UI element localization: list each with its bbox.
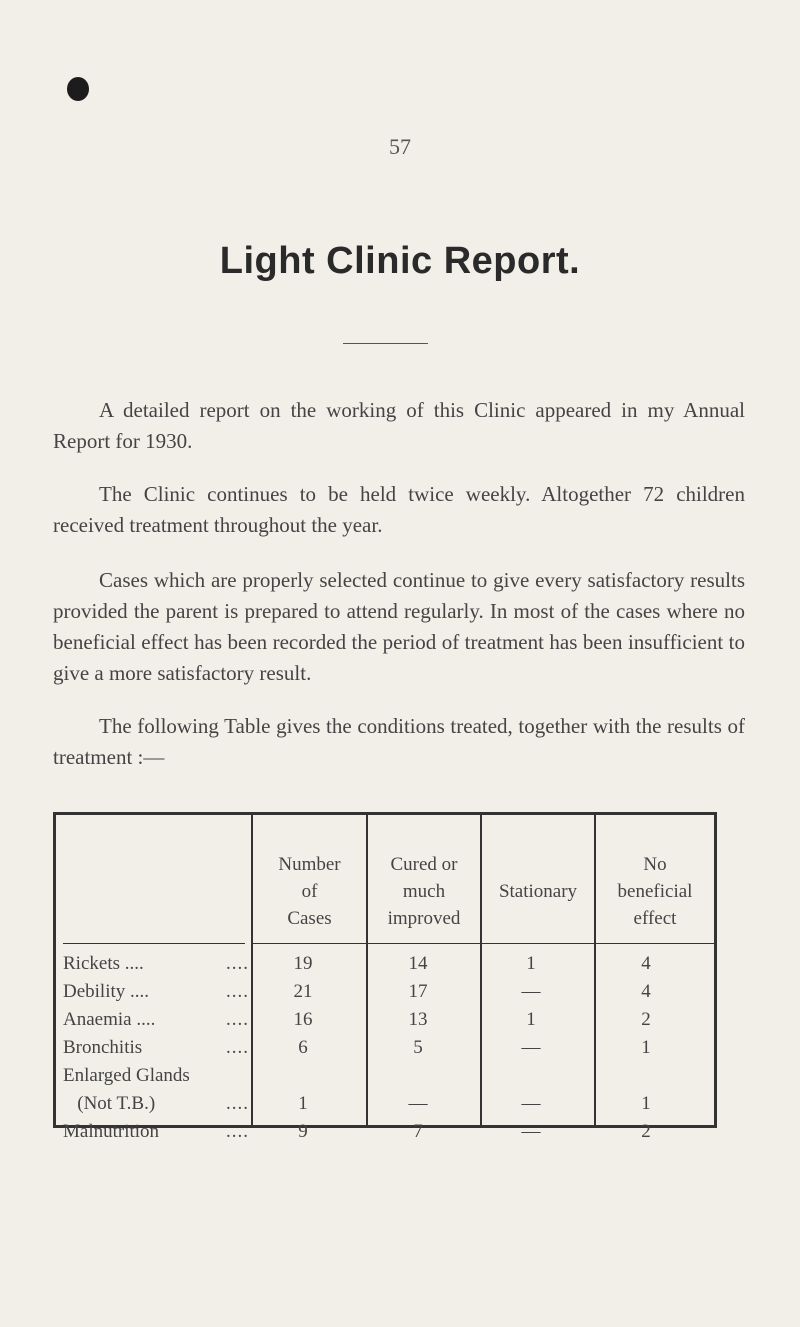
ink-blot <box>67 77 89 101</box>
cell-value: — <box>521 1093 541 1114</box>
leader-dots: .... <box>226 1009 249 1030</box>
paragraph: A detailed report on the working of this Clinic appeared in my Annual Report for 1930. <box>53 398 745 453</box>
cell-value: — <box>521 981 541 1002</box>
table-header-rule <box>253 943 714 944</box>
cell-value: — <box>521 1121 541 1142</box>
condition-label: Rickets .... <box>63 953 144 974</box>
cell-value: 1 <box>298 1093 308 1114</box>
cell-value: 4 <box>641 953 651 974</box>
table-row <box>56 1121 714 1145</box>
cell-value: 14 <box>408 953 428 974</box>
condition-label: Enlarged Glands <box>63 1065 190 1086</box>
table-row <box>56 1037 714 1061</box>
report-body <box>53 395 745 795</box>
cell-value: 1 <box>526 1009 536 1030</box>
cell-value: 7 <box>413 1121 423 1142</box>
title-divider <box>343 343 428 344</box>
paragraph: Cases which are properly selected continue to give every satisfactory results provided the parent is prepared to attend regularly. In most of the cases where no beneficial effect has been recorded the period of treatment has been insufficient to give a more satisfactory result. <box>53 568 745 685</box>
column-header-number-of-cases: Number of Cases <box>278 854 341 929</box>
cell-value: 2 <box>641 1009 651 1030</box>
cell-value: 13 <box>408 1009 428 1030</box>
leader-dots: .... <box>226 1037 249 1058</box>
cell-value: 1 <box>526 953 536 974</box>
table-row <box>56 953 714 977</box>
table-header-rule <box>63 943 245 944</box>
cell-value: 9 <box>298 1121 308 1142</box>
cell-value: 17 <box>408 981 428 1002</box>
column-header-cured: Cured or much improved <box>387 854 461 929</box>
table-row <box>56 1093 714 1117</box>
leader-dots: .... <box>226 981 249 1002</box>
cell-value: 1 <box>641 1037 651 1058</box>
cell-value: 5 <box>413 1037 423 1058</box>
leader-dots: .... <box>226 953 249 974</box>
cell-value: 4 <box>641 981 651 1002</box>
condition-label: Bronchitis <box>63 1037 143 1058</box>
paragraph: The Clinic continues to be held twice weekly. Altogether 72 children received treatment throughout the year. <box>53 482 745 537</box>
paragraph: The following Table gives the conditions treated, together with the results of treatment :— <box>53 714 745 769</box>
condition-label: (Not T.B.) <box>63 1093 156 1114</box>
cell-value: 19 <box>293 953 313 974</box>
cell-value: 1 <box>641 1093 651 1114</box>
leader-dots: .... <box>226 1093 249 1114</box>
table-row <box>56 981 714 1005</box>
page-title: Light Clinic Report. <box>219 240 581 282</box>
table-frame <box>53 812 717 1142</box>
page-number: 57 <box>389 134 411 159</box>
condition-label: Anaemia .... <box>63 1009 156 1030</box>
cell-value: 6 <box>298 1037 308 1058</box>
table-row <box>56 1065 714 1089</box>
cell-value: — <box>408 1093 428 1114</box>
cell-value: 21 <box>293 981 313 1002</box>
leader-dots: .... <box>226 1121 249 1142</box>
cell-value: — <box>521 1037 541 1058</box>
condition-label: Debility .... <box>63 981 150 1002</box>
cell-value: 2 <box>641 1121 651 1142</box>
column-header-stationary: Stationary <box>498 881 578 902</box>
cell-value: 16 <box>293 1009 313 1030</box>
table-row <box>56 1009 714 1033</box>
column-header-no-beneficial-effect: No beneficial effect <box>617 854 693 929</box>
condition-label: Malnutrition <box>63 1121 160 1142</box>
